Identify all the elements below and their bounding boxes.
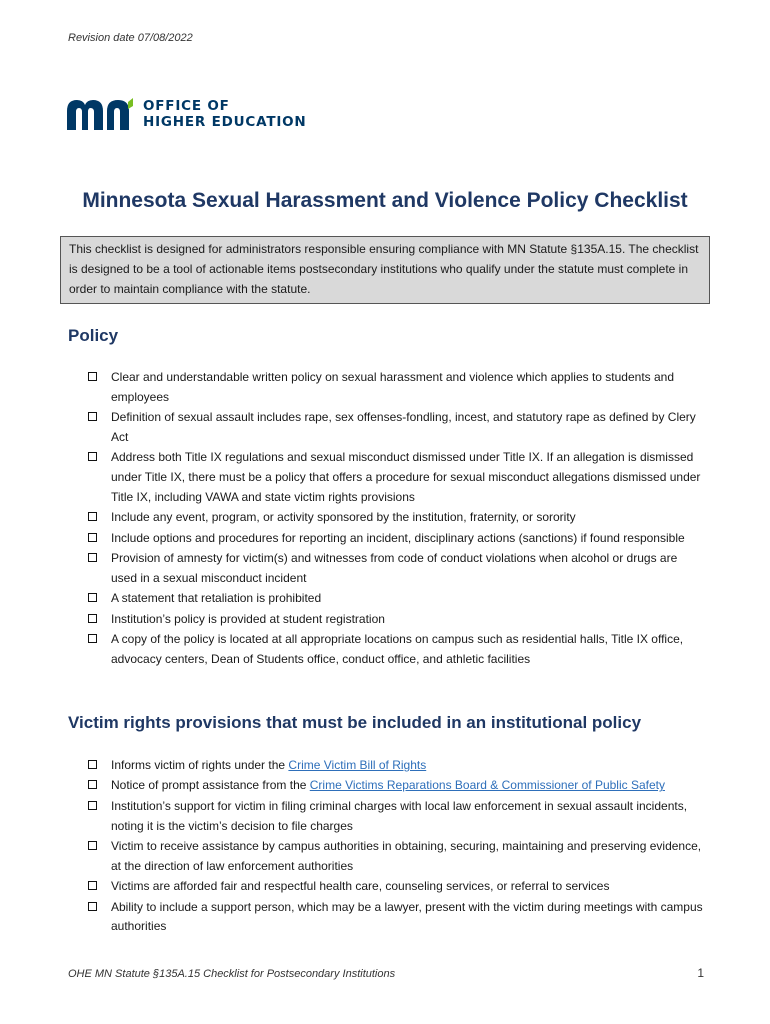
reparations-board-link[interactable]: Crime Victims Reparations Board & Commissioner of Public Safety — [309, 778, 665, 793]
list-item — [88, 877, 703, 897]
checkbox[interactable] — [88, 553, 97, 562]
page-number: 1 — [697, 966, 704, 980]
victim-rights-heading: Victim rights provisions that must be included in an institutional policy — [68, 713, 642, 732]
mn-logo-icon — [67, 98, 133, 130]
checkbox[interactable] — [88, 902, 97, 911]
policy-heading: Policy — [68, 326, 119, 345]
item-prefix: Notice of prompt assistance from the — [111, 778, 310, 793]
checklist-item-text: Clear and understandable written policy on sexual harassment and violence which applies to students and employees — [111, 370, 675, 404]
logo-wordmark — [143, 98, 307, 130]
list-item — [88, 610, 703, 630]
checklist-item-text: Victim to receive assistance by campus authorities in obtaining, securing, maintaining and preserving evidence, at the direction of law enforcement authorities — [111, 838, 702, 873]
checklist-item-text: Institution’s support for victim in filing criminal charges with local law enforcement in sexual assault incidents, noting it is the victim’s decision to file charges — [111, 798, 688, 833]
list-item — [88, 368, 703, 408]
item-prefix: Informs victim of rights under the — [111, 758, 289, 772]
checkbox[interactable] — [88, 412, 97, 421]
checklist-item-text: Provision of amnesty for victim(s) and witnesses from code of conduct violations when alcohol or drugs are used in a sexual misconduct incident — [111, 551, 678, 585]
list-item — [88, 448, 703, 507]
revision-date: Revision date 07/08/2022 — [68, 32, 193, 44]
list-item — [88, 837, 703, 877]
checkbox[interactable] — [88, 372, 97, 381]
victim-rights-checklist — [88, 756, 703, 938]
checklist-item-text: Victims are afforded fair and respectful health care, counseling services, or referral to services — [111, 879, 610, 894]
ohe-logo — [67, 98, 307, 130]
checklist-item-text — [111, 756, 703, 776]
checklist-item-text: Definition of sexual assault includes rape, sex offenses-fondling, incest, and statutory rape as defined by Clery Act — [111, 410, 696, 444]
checkbox[interactable] — [88, 533, 97, 542]
checklist-item-text: Institution’s policy is provided at student registration — [111, 611, 385, 626]
list-item — [88, 508, 703, 528]
checkbox[interactable] — [88, 841, 97, 850]
checklist-item-text: Ability to include a support person, which may be a lawyer, present with the victim during meetings with campus authorities — [111, 899, 703, 934]
checkbox[interactable] — [88, 881, 97, 890]
checklist-item-text: A statement that retaliation is prohibited — [111, 591, 322, 606]
list-item — [88, 898, 703, 938]
list-item — [88, 756, 703, 776]
checkbox[interactable] — [88, 634, 97, 643]
intro-box: This checklist is designed for administrators responsible ensuring compliance with MN Statute §135A.15. The checklist is designed to be a tool of actionable items postsecondary institutions who qualify under the statute must complete in order to maintain compliance with the statute. — [60, 236, 710, 304]
list-item — [88, 589, 703, 609]
checkbox[interactable] — [88, 780, 97, 789]
checkbox[interactable] — [88, 614, 97, 623]
policy-checklist — [88, 368, 703, 670]
checklist-item-text: Include any event, program, or activity sponsored by the institution, fraternity, or sorority — [111, 510, 576, 525]
checkbox[interactable] — [88, 452, 97, 461]
crime-victim-bill-of-rights-link[interactable]: Crime Victim Bill of Rights — [288, 758, 427, 772]
list-item — [88, 630, 703, 670]
list-item — [88, 549, 703, 589]
document-title: Minnesota Sexual Harassment and Violence Policy Checklist — [82, 189, 688, 212]
list-item — [88, 529, 703, 549]
checklist-item-text: Address both Title IX regulations and sexual misconduct dismissed under Title IX. If an allegation is dismissed under Title IX, there must be a policy that offers a procedure for sexual misconduct allegations dismissed under Title IX, including VAWA and state victim rights provisions — [111, 450, 701, 504]
checklist-item-text — [111, 776, 703, 796]
checkbox[interactable] — [88, 593, 97, 602]
checklist-item-text: A copy of the policy is located at all appropriate locations on campus such as residential halls, Title IX office, advocacy centers, Dean of Students office, conduct office, and athletic facilities — [111, 632, 684, 666]
list-item — [88, 408, 703, 448]
logo-line-2: HIGHER EDUCATION — [143, 114, 307, 130]
checklist-item-text: Include options and procedures for reporting an incident, disciplinary actions (sanctions) if found responsible — [111, 530, 685, 545]
checkbox[interactable] — [88, 760, 97, 769]
checkbox[interactable] — [88, 512, 97, 521]
footer-text: OHE MN Statute §135A.15 Checklist for Postsecondary Institutions — [68, 968, 396, 980]
checkbox[interactable] — [88, 801, 97, 810]
logo-line-1: OFFICE OF — [143, 98, 230, 114]
list-item — [88, 797, 703, 837]
list-item — [88, 776, 703, 796]
